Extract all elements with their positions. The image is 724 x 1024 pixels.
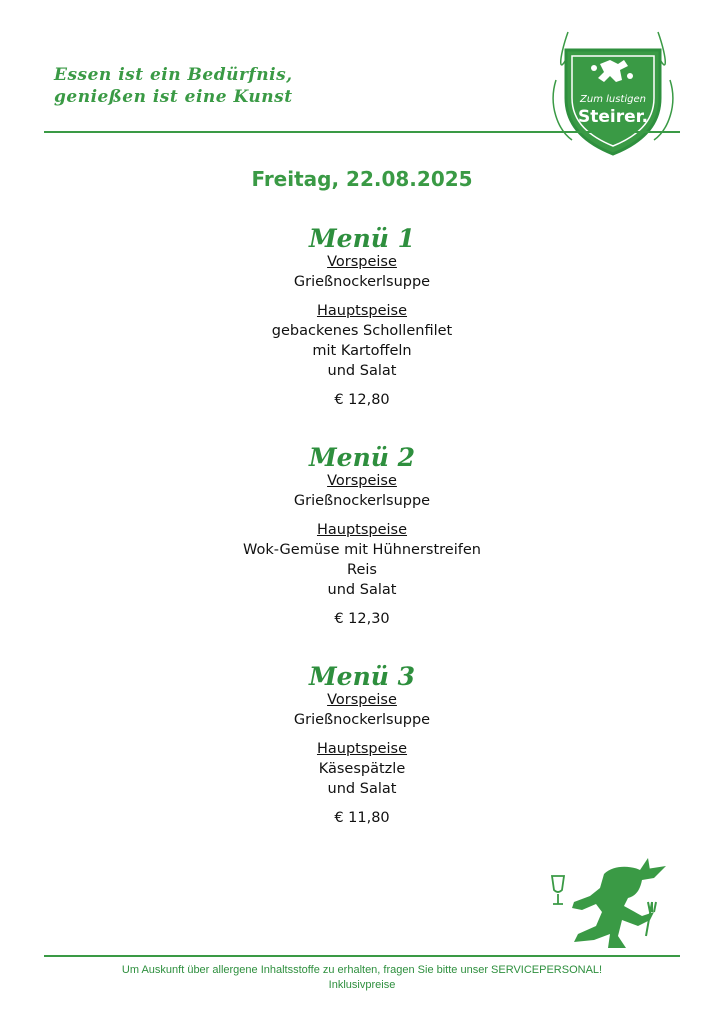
footer-divider — [44, 955, 680, 957]
starter-dish: Grießnockerlsuppe — [293, 712, 431, 728]
slogan-line-1: Essen ist ein Bedürfnis, — [54, 65, 293, 85]
main-dish-line: und Salat — [327, 582, 397, 598]
menu-title: Menü 3 — [308, 662, 416, 691]
starter-label: Vorspeise — [327, 692, 397, 708]
main-dish-line: gebackenes Schollenfilet — [271, 323, 453, 339]
slogan-line-2: genießen ist eine Kunst — [54, 87, 293, 107]
menu-price: € 12,30 — [334, 611, 390, 627]
main-dish-line: und Salat — [327, 363, 397, 379]
main-label: Hauptspeise — [316, 522, 408, 538]
menu-title: Menü 1 — [308, 224, 416, 253]
main-dish-line: und Salat — [327, 781, 397, 797]
main-label: Hauptspeise — [316, 741, 408, 757]
starter-label: Vorspeise — [327, 473, 397, 489]
menu-3 — [0, 664, 724, 828]
logo-main-text: Steirer. — [577, 107, 649, 127]
menu-2 — [0, 445, 724, 629]
main-dish-line: Wok-Gemüse mit Hühnerstreifen — [243, 542, 481, 558]
starter-label: Vorspeise — [327, 254, 397, 270]
main-dish-line: Käsespätzle — [318, 761, 406, 777]
logo-top-text: Zum lustigen — [580, 94, 646, 105]
menu-price: € 12,80 — [334, 392, 390, 408]
main-dish-line: Reis — [347, 562, 377, 578]
starter-dish: Grießnockerlsuppe — [293, 493, 431, 509]
allergen-notice: Um Auskunft über allergene Inhaltsstoffe zu erhalten, fragen Sie bitte unser SERVICEPERSONAL! — [121, 964, 603, 976]
menu-date: Freitag, 22.08.2025 — [251, 167, 473, 191]
menu-1 — [0, 226, 724, 410]
footer — [0, 963, 724, 993]
main-dish-line: mit Kartoffeln — [312, 343, 412, 359]
starter-dish: Grießnockerlsuppe — [293, 274, 431, 290]
waiter-figure-icon — [544, 856, 674, 952]
header-divider — [44, 131, 680, 133]
restaurant-logo — [548, 20, 678, 160]
price-note: Inklusivpreise — [328, 979, 396, 991]
main-label: Hauptspeise — [316, 303, 408, 319]
menu-price: € 11,80 — [334, 810, 390, 826]
menu-title: Menü 2 — [308, 443, 416, 472]
slogan — [54, 64, 293, 108]
